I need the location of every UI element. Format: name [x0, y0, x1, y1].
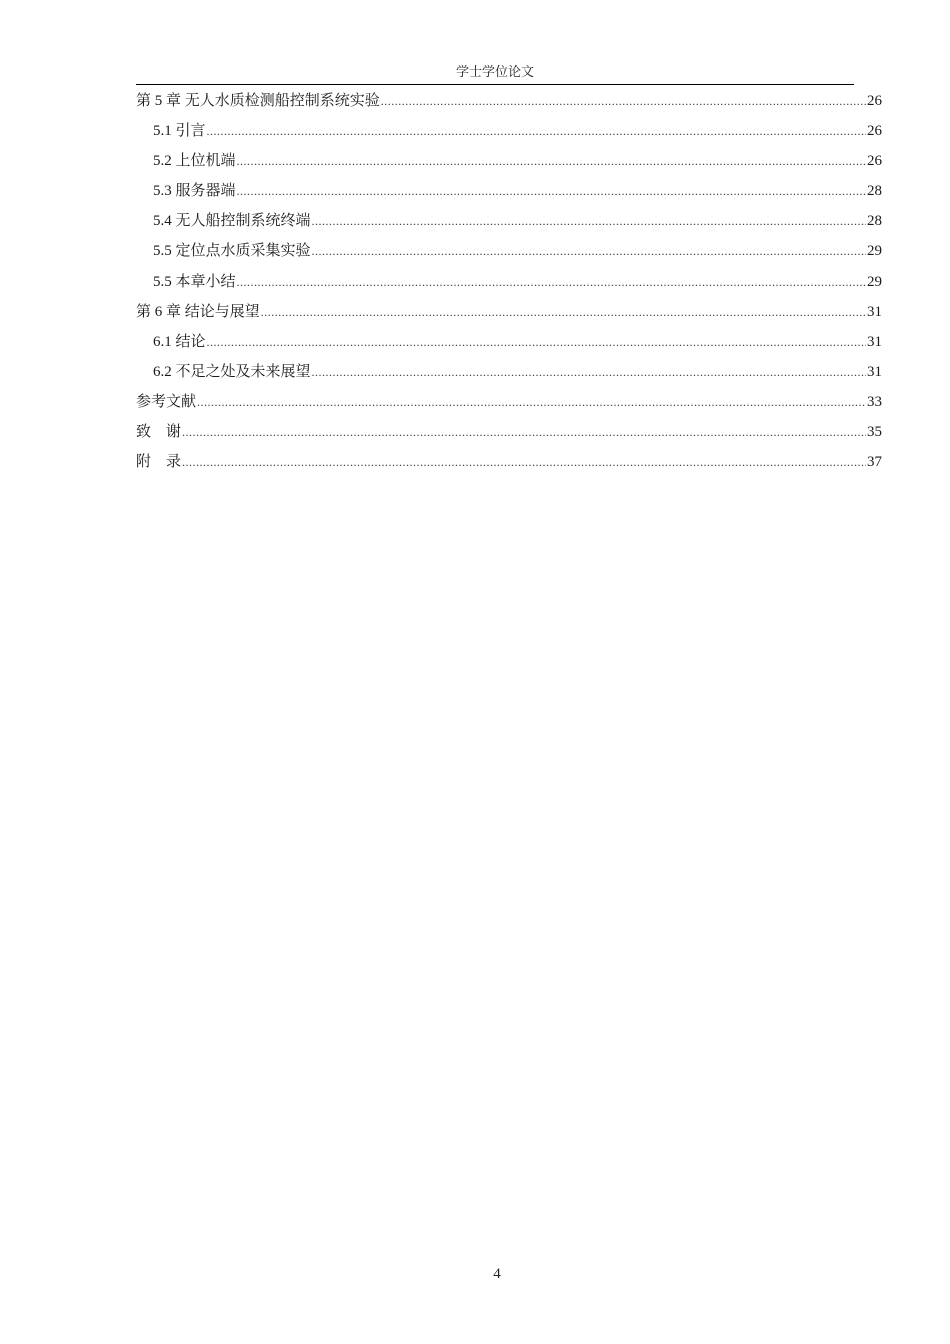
toc-entry-page: 26 [867, 93, 882, 109]
toc-entry-5-4[interactable] [136, 210, 882, 240]
toc-entry-title: 参考文献 [136, 393, 197, 410]
toc-dot-leader [261, 301, 866, 323]
toc-entry-page: 37 [867, 454, 882, 471]
toc-dot-leader [312, 210, 866, 232]
toc-entry-title: 5.2 上位机端 [153, 153, 236, 170]
toc-entry-references[interactable] [136, 391, 882, 421]
toc-entry-title: 5.4 无人船控制系统终端 [153, 213, 311, 230]
toc-dot-leader [237, 180, 866, 202]
toc-entry-page: 26 [867, 153, 882, 170]
toc-entry-acknowledgements[interactable] [136, 421, 882, 451]
toc-dot-leader [312, 240, 866, 262]
toc-entry-chapter-6[interactable] [136, 301, 882, 331]
toc-entry-appendix[interactable] [136, 451, 882, 481]
toc-entry-page: 28 [867, 213, 882, 230]
toc-entry-title: 第 6 章 结论与展望 [136, 303, 260, 320]
toc-dot-leader [381, 90, 866, 112]
toc-entry-5-3[interactable] [136, 180, 882, 210]
toc-entry-title: 5.3 服务器端 [153, 183, 236, 200]
toc-entry-5-1[interactable] [136, 120, 882, 150]
running-header: 学士学位论文 [455, 64, 534, 79]
toc-entry-5-5-experiment[interactable] [136, 240, 882, 270]
toc-entry-chapter-5[interactable] [136, 90, 882, 120]
toc-dot-leader [312, 361, 866, 383]
toc-dot-leader [197, 391, 866, 413]
toc-dot-leader [207, 331, 866, 353]
toc-entry-5-5-summary[interactable] [136, 271, 882, 301]
toc-entry-title: 6.2 不足之处及未来展望 [153, 363, 311, 380]
toc-entry-page: 29 [867, 243, 882, 260]
toc-entry-page: 28 [867, 183, 882, 200]
toc-entry-title: 5.5 本章小结 [153, 273, 236, 290]
toc-entry-6-1[interactable] [136, 331, 882, 361]
toc-entry-5-2[interactable] [136, 150, 882, 180]
toc-entry-page: 31 [867, 303, 882, 320]
toc-dot-leader [207, 120, 866, 142]
toc-entry-page: 35 [867, 424, 882, 441]
table-of-contents [136, 90, 882, 481]
toc-dot-leader [182, 451, 866, 473]
toc-entry-title: 6.1 结论 [153, 333, 206, 350]
toc-entry-title: 第 5 章 无人水质检测船控制系统实验 [136, 93, 380, 109]
toc-entry-page: 31 [867, 333, 882, 350]
toc-entry-6-2[interactable] [136, 361, 882, 391]
header-rule [136, 84, 854, 85]
toc-dot-leader [182, 421, 866, 443]
toc-entry-title: 附 录 [136, 454, 182, 471]
toc-dot-leader [237, 150, 866, 172]
toc-entry-page: 31 [867, 363, 882, 380]
toc-entry-page: 29 [867, 273, 882, 290]
toc-entry-title: 致 谢 [136, 424, 182, 441]
toc-entry-title: 5.1 引言 [153, 123, 206, 140]
page-number: 4 [493, 1266, 501, 1282]
toc-dot-leader [237, 271, 866, 293]
toc-entry-page: 26 [867, 123, 882, 140]
toc-entry-title: 5.5 定位点水质采集实验 [153, 243, 311, 260]
toc-entry-page: 33 [867, 393, 882, 410]
